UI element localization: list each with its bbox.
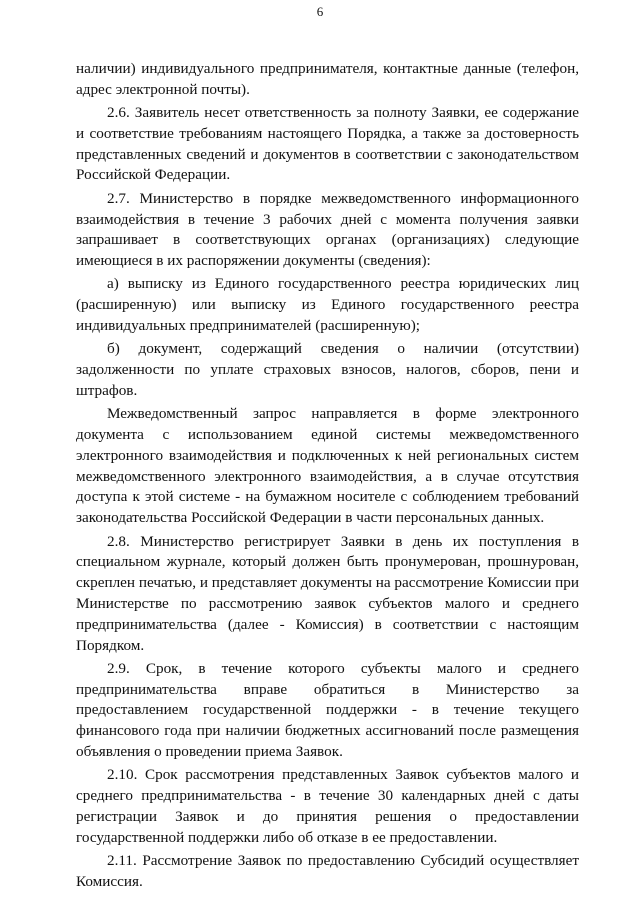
paragraph-2-11: 2.11. Рассмотрение Заявок по предоставлению Субсидий осуществляет Комиссия. (76, 851, 579, 890)
document-body (76, 59, 579, 895)
paragraph-2-6: 2.6. Заявитель несет ответственность за полноту Заявки, ее содержание и соответствие требованиям настоящего Порядка, а также за достоверность представленных сведений и документов в соответствии с законодательством Российской Федерации. (76, 104, 579, 184)
paragraph-2-7-item-b: б) документ, содержащий сведения о наличии (отсутствии) задолженности по уплате страховых взносов, налогов, сборов, пени и штрафов. (76, 340, 579, 399)
paragraph-2-8: 2.8. Министерство регистрирует Заявки в день их поступления в специальном журнале, который должен быть пронумерован, прошнурован, скреплен печатью, и представляет документы на рассмотрение Комиссии при Министерстве по рассмотрению заявок субъектов малого и среднего предпринимательства (далее - Комиссия) в соответствии с настоящим Порядком. (76, 532, 579, 654)
paragraph-2-7-request: Межведомственный запрос направляется в форме электронного документа с использованием единой системы межведомственного электронного взаимодействия и подключенных к ней региональных систем межведомственного электронного взаимодействия, а в случае отсутствия доступа к этой системе - на бумажном носителе с соблюдением требований законодательства Российской Федерации в части персональных данных. (76, 405, 579, 527)
paragraph-2-9: 2.9. Срок, в течение которого субъекты малого и среднего предпринимательства вправе обратиться в Министерство за предоставлением государственной поддержки - в течение текущего финансового года при наличии бюджетных ассигнований после размещения объявления о проведении приема Заявок. (76, 659, 579, 760)
paragraph-continuation: наличии) индивидуального предпринимателя, контактные данные (телефон, адрес электронной почты). (76, 60, 579, 98)
page-number: 6 (316, 4, 324, 19)
paragraph-2-7-item-a: а) выписку из Единого государственного реестра юридических лиц (расширенную) или выписку из Единого государственного реестра индивидуальных предпринимателей (расширенную); (76, 275, 579, 335)
paragraph-2-10: 2.10. Срок рассмотрения представленных Заявок субъектов малого и среднего предпринимательства - в течение 30 календарных дней с даты регистрации Заявок и до принятия решения о предоставлении государственной поддержки либо об отказе в ее предоставлении. (76, 766, 579, 846)
paragraph-2-7: 2.7. Министерство в порядке межведомственного информационного взаимодействия в течение 3 рабочих дней с момента получения заявки запрашивает в соответствующих органах (организациях) следующие имеющиеся в их распоряжении документы (сведения): (76, 189, 579, 270)
